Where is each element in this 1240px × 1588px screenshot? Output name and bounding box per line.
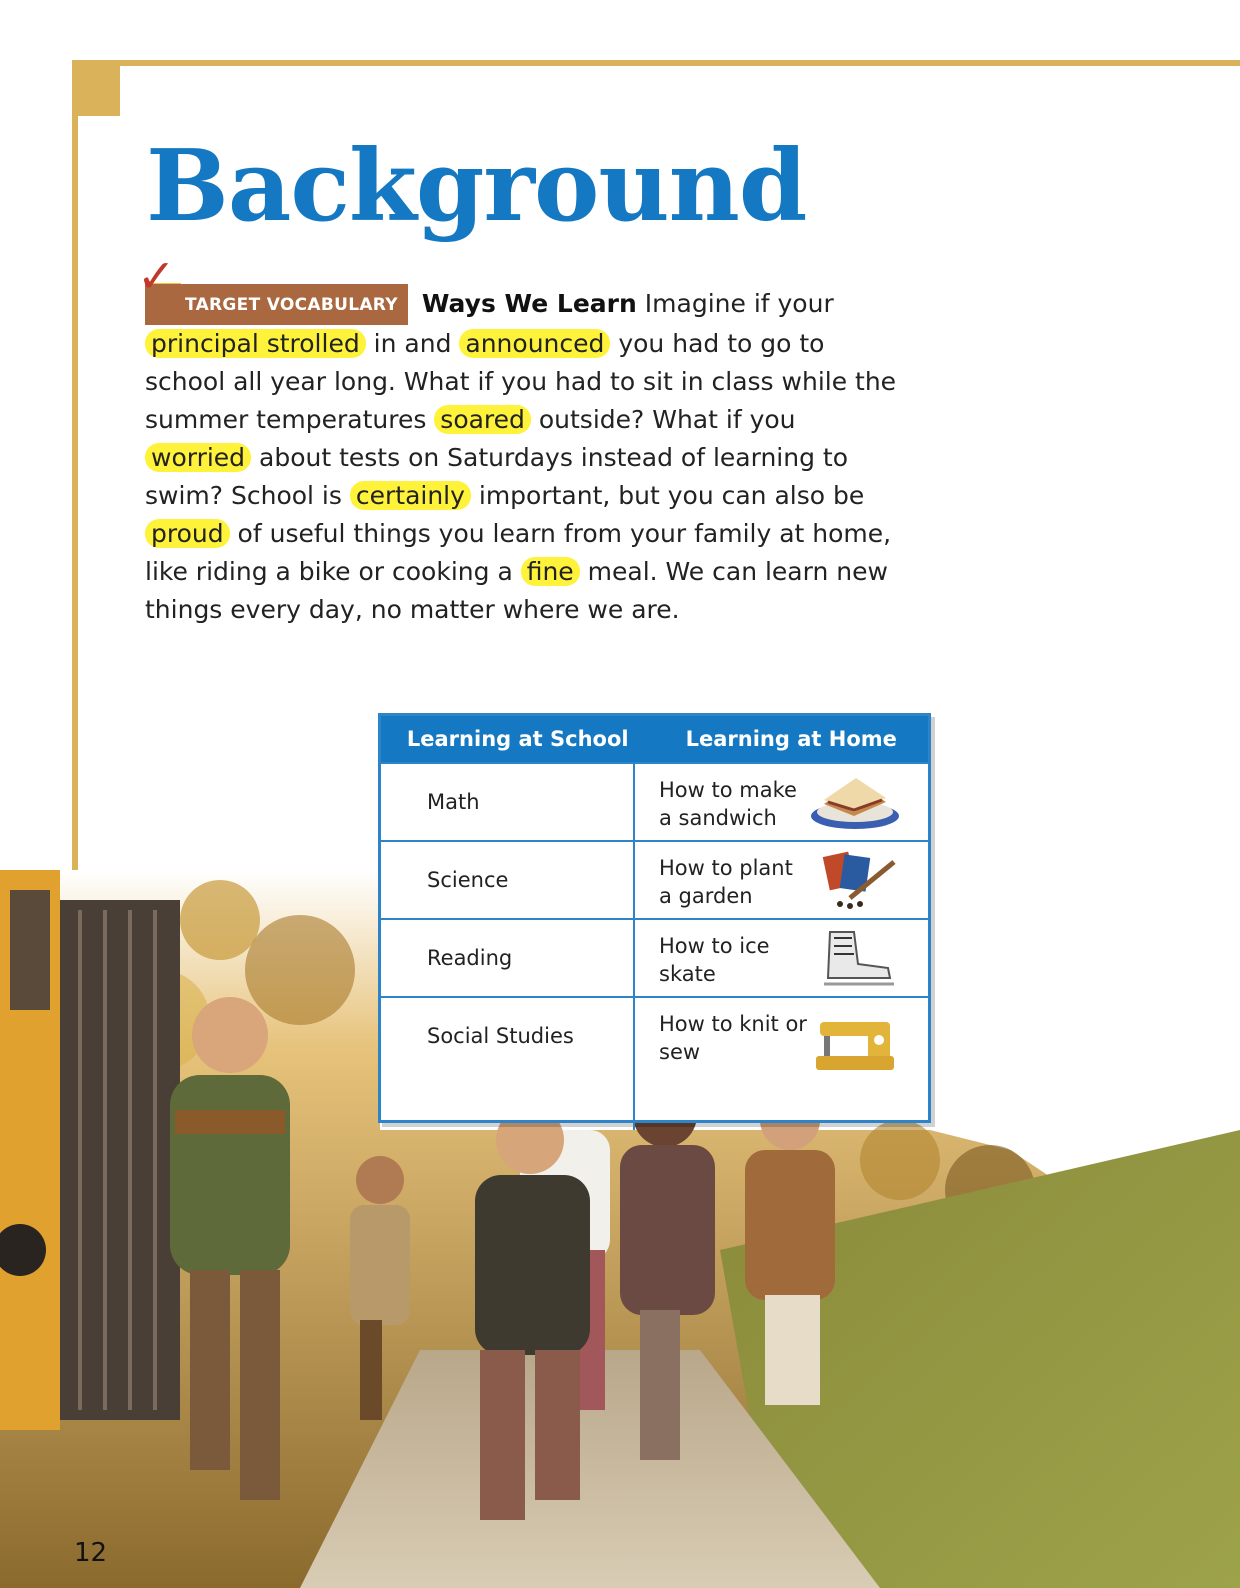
intro-text xyxy=(145,289,896,624)
table-header-row xyxy=(381,716,928,762)
body-text-run: in and xyxy=(365,329,460,358)
home-skill-cell xyxy=(635,764,928,840)
home-skill: How to make a sandwich xyxy=(659,778,797,830)
body-text-run: meal. We can learn new things every day, no matter where we are. xyxy=(145,557,888,624)
vocab-word: certainly xyxy=(350,481,471,510)
home-skill-cell xyxy=(635,842,928,918)
page-title: Background xyxy=(146,129,807,244)
home-skill: How to knit or sew xyxy=(659,1012,807,1064)
table-row xyxy=(381,762,928,840)
intro-paragraph xyxy=(137,249,905,629)
body-text-run: Imagine if your xyxy=(644,289,834,318)
body-text-run: outside? What if you xyxy=(530,405,796,434)
school-subject: Reading xyxy=(381,920,635,996)
learning-table xyxy=(378,713,931,1123)
school-subject: Math xyxy=(381,764,635,840)
table-row xyxy=(381,840,928,918)
school-subject: Science xyxy=(381,842,635,918)
body-text-run: of useful things you learn from your family at home, like riding a bike or cooking a xyxy=(145,519,892,586)
ice-skate-icon xyxy=(810,928,900,988)
frame-corner-block xyxy=(72,60,120,116)
sandwich-icon xyxy=(810,772,900,832)
sewing-machine-icon xyxy=(810,1006,900,1078)
table-row xyxy=(381,996,928,1130)
intro-heading: Ways We Learn xyxy=(421,289,637,318)
vocab-word: proud xyxy=(145,519,230,548)
header-learning-at-home: Learning at Home xyxy=(685,727,897,751)
school-subject: Social Studies xyxy=(381,998,635,1130)
home-skill-cell xyxy=(635,920,928,996)
checkmark-icon: ✓ xyxy=(137,249,176,303)
vocab-word: announced xyxy=(459,329,610,358)
body-text-run: important, but you can also be xyxy=(470,481,865,510)
header-learning-at-school: Learning at School xyxy=(406,727,629,751)
frame-top-rule xyxy=(72,60,1240,66)
table-row xyxy=(381,918,928,996)
home-skill: How to ice skate xyxy=(659,934,770,986)
school-bus xyxy=(0,870,180,1430)
seed-packet-icon xyxy=(810,850,900,910)
target-vocabulary-badge xyxy=(137,249,408,325)
body-text-run: about tests on Saturdays instead of learning to swim? School is xyxy=(145,443,848,510)
page-number: 12 xyxy=(74,1538,108,1568)
vocab-word: worried xyxy=(145,443,251,472)
frame-left-rule xyxy=(72,60,78,960)
vocab-word: fine xyxy=(521,557,580,586)
home-skill: How to plant a garden xyxy=(659,856,793,908)
vocab-word: soared xyxy=(434,405,531,434)
body-text-run: you had to go to school all year long. What if you had to sit in class while the summer temperatures xyxy=(145,329,897,434)
vocab-word: principal strolled xyxy=(145,329,366,358)
home-skill-cell xyxy=(635,998,928,1130)
badge-label: TARGET VOCABULARY xyxy=(145,284,408,325)
